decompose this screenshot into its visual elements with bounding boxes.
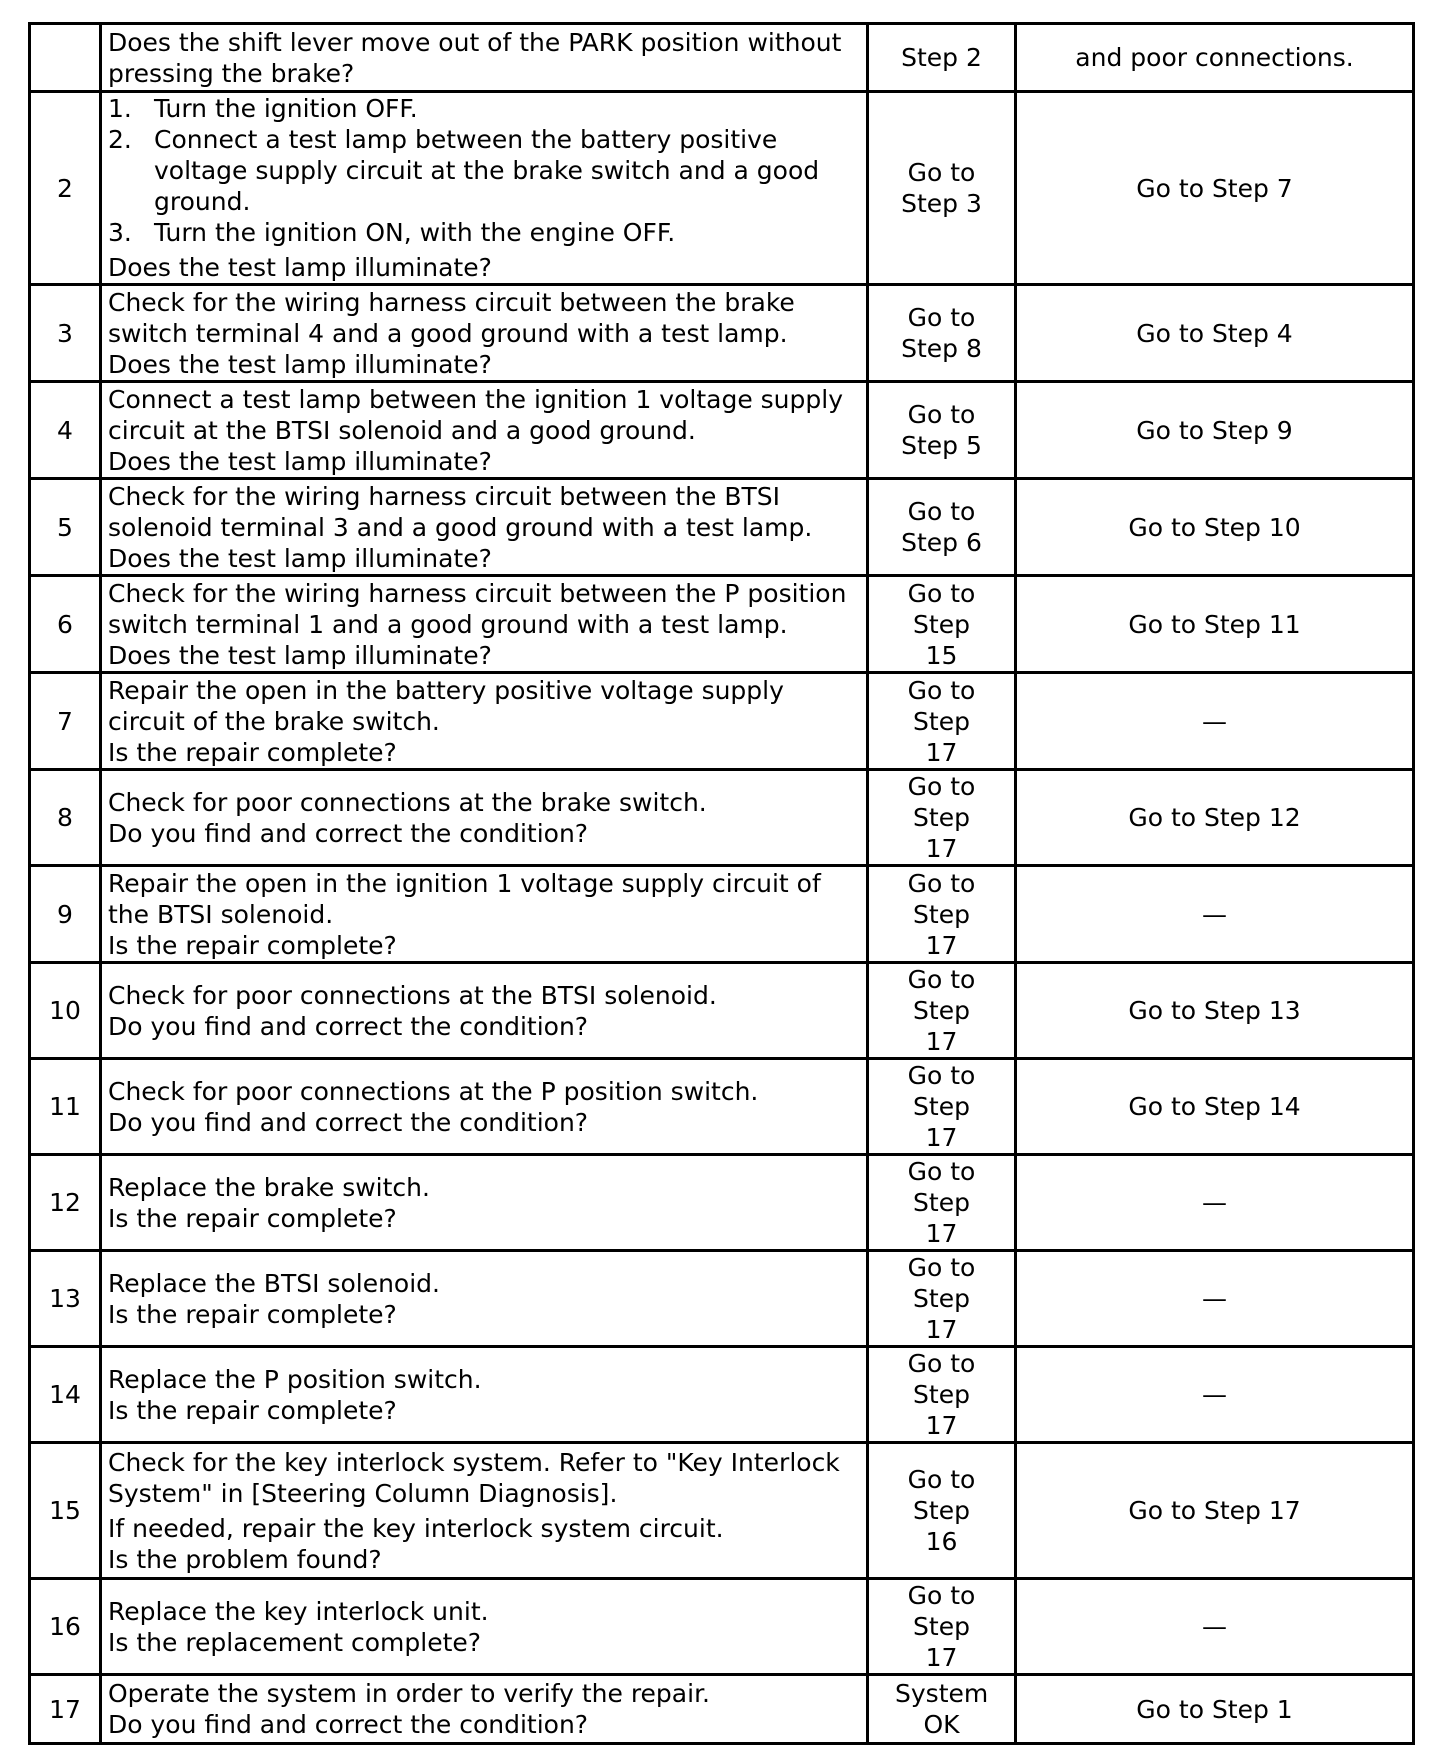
no-result: Go to Step 14 xyxy=(1016,1059,1414,1155)
action-text: Does the test lamp illuminate? xyxy=(108,543,492,573)
table-row xyxy=(30,382,1414,479)
table-row xyxy=(30,285,1414,382)
table-row xyxy=(30,1155,1414,1251)
action-cell xyxy=(101,285,868,382)
action-text: Is the repair complete? xyxy=(108,1203,397,1233)
action-text: Is the repair complete? xyxy=(108,1299,397,1329)
yes-result: Go to Step 17 xyxy=(868,1155,1016,1251)
yes-result: Go to Step 17 xyxy=(868,1579,1016,1675)
yes-result: Go to Step 15 xyxy=(868,576,1016,673)
action-text: Check for the wiring harness circuit between the P position switch terminal 1 and a good ground with a test lamp. xyxy=(108,578,847,639)
action-cell xyxy=(101,1251,868,1347)
action-text: Do you find and correct the condition? xyxy=(108,1710,589,1739)
yes-result: Go to Step 17 xyxy=(868,673,1016,770)
table-row xyxy=(30,770,1414,866)
yes-result: Go to Step 17 xyxy=(868,770,1016,866)
action-question: Does the test lamp illuminate? xyxy=(108,253,492,282)
step-number xyxy=(30,24,101,92)
no-result: Go to Step 10 xyxy=(1016,479,1414,576)
table-row xyxy=(30,24,1414,92)
action-text: Do you find and correct the condition? xyxy=(108,818,589,848)
no-result: — xyxy=(1016,673,1414,770)
step-number: 4 xyxy=(30,382,101,479)
table-row xyxy=(30,1443,1414,1579)
procedure-item xyxy=(108,124,860,217)
procedure-item-text: Turn the ignition ON, with the engine OFF. xyxy=(154,218,676,247)
table-row xyxy=(30,866,1414,963)
table-row xyxy=(30,576,1414,673)
no-result: Go to Step 12 xyxy=(1016,770,1414,866)
action-text: Repair the open in the ignition 1 voltage supply circuit of the BTSI solenoid. xyxy=(108,868,821,929)
procedure-item xyxy=(108,93,860,124)
step-number: 5 xyxy=(30,479,101,576)
no-result: — xyxy=(1016,1579,1414,1675)
yes-result: Go to Step 16 xyxy=(868,1443,1016,1579)
table-row xyxy=(30,1251,1414,1347)
table-row xyxy=(30,673,1414,770)
yes-result: Step 2 xyxy=(868,24,1016,92)
action-text: Is the problem found? xyxy=(108,1544,382,1574)
step-number: 8 xyxy=(30,770,101,866)
action-text: Check for poor connections at the brake switch. xyxy=(108,787,707,817)
yes-result: Go to Step 5 xyxy=(868,382,1016,479)
action-text: Do you find and correct the condition? xyxy=(108,1107,589,1137)
no-result: Go to Step 13 xyxy=(1016,963,1414,1059)
action-cell xyxy=(101,963,868,1059)
diagnostic-table xyxy=(28,22,1415,1745)
diagnostic-table-body xyxy=(30,24,1414,1744)
procedure-item-number: 3. xyxy=(108,218,132,247)
action-text: Does the test lamp illuminate? xyxy=(108,446,492,476)
action-text: Check for poor connections at the BTSI solenoid. xyxy=(108,980,717,1010)
action-text: If needed, repair the key interlock system circuit. xyxy=(108,1513,724,1543)
table-row xyxy=(30,92,1414,285)
table-row xyxy=(30,1059,1414,1155)
yes-result: System OK xyxy=(868,1675,1016,1744)
action-cell xyxy=(101,382,868,479)
step-number: 14 xyxy=(30,1347,101,1443)
action-text: Repair the open in the battery positive voltage supply circuit of the brake switch. xyxy=(108,675,784,736)
action-text: Replace the BTSI solenoid. xyxy=(108,1268,440,1298)
no-result: — xyxy=(1016,1347,1414,1443)
no-result: Go to Step 17 xyxy=(1016,1443,1414,1579)
step-number: 15 xyxy=(30,1443,101,1579)
step-number: 12 xyxy=(30,1155,101,1251)
step-number: 17 xyxy=(30,1675,101,1744)
action-cell xyxy=(101,673,868,770)
action-text: Operate the system in order to verify the repair. xyxy=(108,1679,711,1708)
action-text: Is the repair complete? xyxy=(108,737,397,767)
no-result: Go to Step 1 xyxy=(1016,1675,1414,1744)
step-number: 2 xyxy=(30,92,101,285)
action-text: Check for poor connections at the P position switch. xyxy=(108,1076,759,1106)
no-result: Go to Step 9 xyxy=(1016,382,1414,479)
step-number: 3 xyxy=(30,285,101,382)
no-result: Go to Step 11 xyxy=(1016,576,1414,673)
action-text: Replace the brake switch. xyxy=(108,1172,430,1202)
no-result: Go to Step 7 xyxy=(1016,92,1414,285)
procedure-item-text: Turn the ignition OFF. xyxy=(154,94,418,123)
no-result: and poor connections. xyxy=(1016,24,1414,92)
yes-result: Go to Step 17 xyxy=(868,1059,1016,1155)
action-text: Replace the P position switch. xyxy=(108,1364,482,1394)
table-row xyxy=(30,963,1414,1059)
table-row xyxy=(30,1347,1414,1443)
action-text: Check for the key interlock system. Refer to "Key Interlock System" in [Steering Column Diagnosis]. xyxy=(108,1447,840,1508)
procedure-list xyxy=(108,93,860,248)
table-row xyxy=(30,1579,1414,1675)
no-result: — xyxy=(1016,1155,1414,1251)
yes-result: Go to Step 17 xyxy=(868,1251,1016,1347)
yes-result: Go to Step 3 xyxy=(868,92,1016,285)
step-number: 16 xyxy=(30,1579,101,1675)
action-cell xyxy=(101,576,868,673)
action-cell xyxy=(101,92,868,285)
step-number: 11 xyxy=(30,1059,101,1155)
action-cell xyxy=(101,770,868,866)
step-number: 13 xyxy=(30,1251,101,1347)
action-cell xyxy=(101,24,868,92)
action-cell xyxy=(101,1579,868,1675)
procedure-item-number: 1. xyxy=(108,94,132,123)
table-row xyxy=(30,1675,1414,1744)
action-text: Replace the key interlock unit. xyxy=(108,1596,489,1626)
action-text: Do you find and correct the condition? xyxy=(108,1011,589,1041)
yes-result: Go to Step 17 xyxy=(868,963,1016,1059)
action-text: Is the replacement complete? xyxy=(108,1627,482,1657)
action-cell xyxy=(101,1059,868,1155)
action-cell xyxy=(101,479,868,576)
step-number: 9 xyxy=(30,866,101,963)
no-result: — xyxy=(1016,866,1414,963)
action-cell xyxy=(101,1155,868,1251)
action-text: Is the repair complete? xyxy=(108,930,397,960)
action-cell xyxy=(101,1675,868,1744)
step-number: 7 xyxy=(30,673,101,770)
table-row xyxy=(30,479,1414,576)
procedure-item-text: Connect a test lamp between the battery positive voltage supply circuit at the brake switch and a good ground. xyxy=(154,125,820,216)
action-text: Is the repair complete? xyxy=(108,1395,397,1425)
no-result: Go to Step 4 xyxy=(1016,285,1414,382)
procedure-item xyxy=(108,217,860,248)
yes-result: Go to Step 8 xyxy=(868,285,1016,382)
no-result: — xyxy=(1016,1251,1414,1347)
yes-result: Go to Step 6 xyxy=(868,479,1016,576)
yes-result: Go to Step 17 xyxy=(868,1347,1016,1443)
action-text: Check for the wiring harness circuit between the brake switch terminal 4 and a good ground with a test lamp. xyxy=(108,287,795,348)
step-number: 6 xyxy=(30,576,101,673)
procedure-item-number: 2. xyxy=(108,125,132,154)
action-cell xyxy=(101,1443,868,1579)
action-text: Does the test lamp illuminate? xyxy=(108,640,492,670)
action-text: Connect a test lamp between the ignition 1 voltage supply circuit at the BTSI solenoid and a good ground. xyxy=(108,384,843,445)
action-text: Does the test lamp illuminate? xyxy=(108,349,492,379)
action-cell xyxy=(101,866,868,963)
yes-result: Go to Step 17 xyxy=(868,866,1016,963)
action-text: Does the shift lever move out of the PARK position without pressing the brake? xyxy=(108,27,842,88)
action-text: Check for the wiring harness circuit between the BTSI solenoid terminal 3 and a good ground with a test lamp. xyxy=(108,481,813,542)
step-number: 10 xyxy=(30,963,101,1059)
action-cell xyxy=(101,1347,868,1443)
